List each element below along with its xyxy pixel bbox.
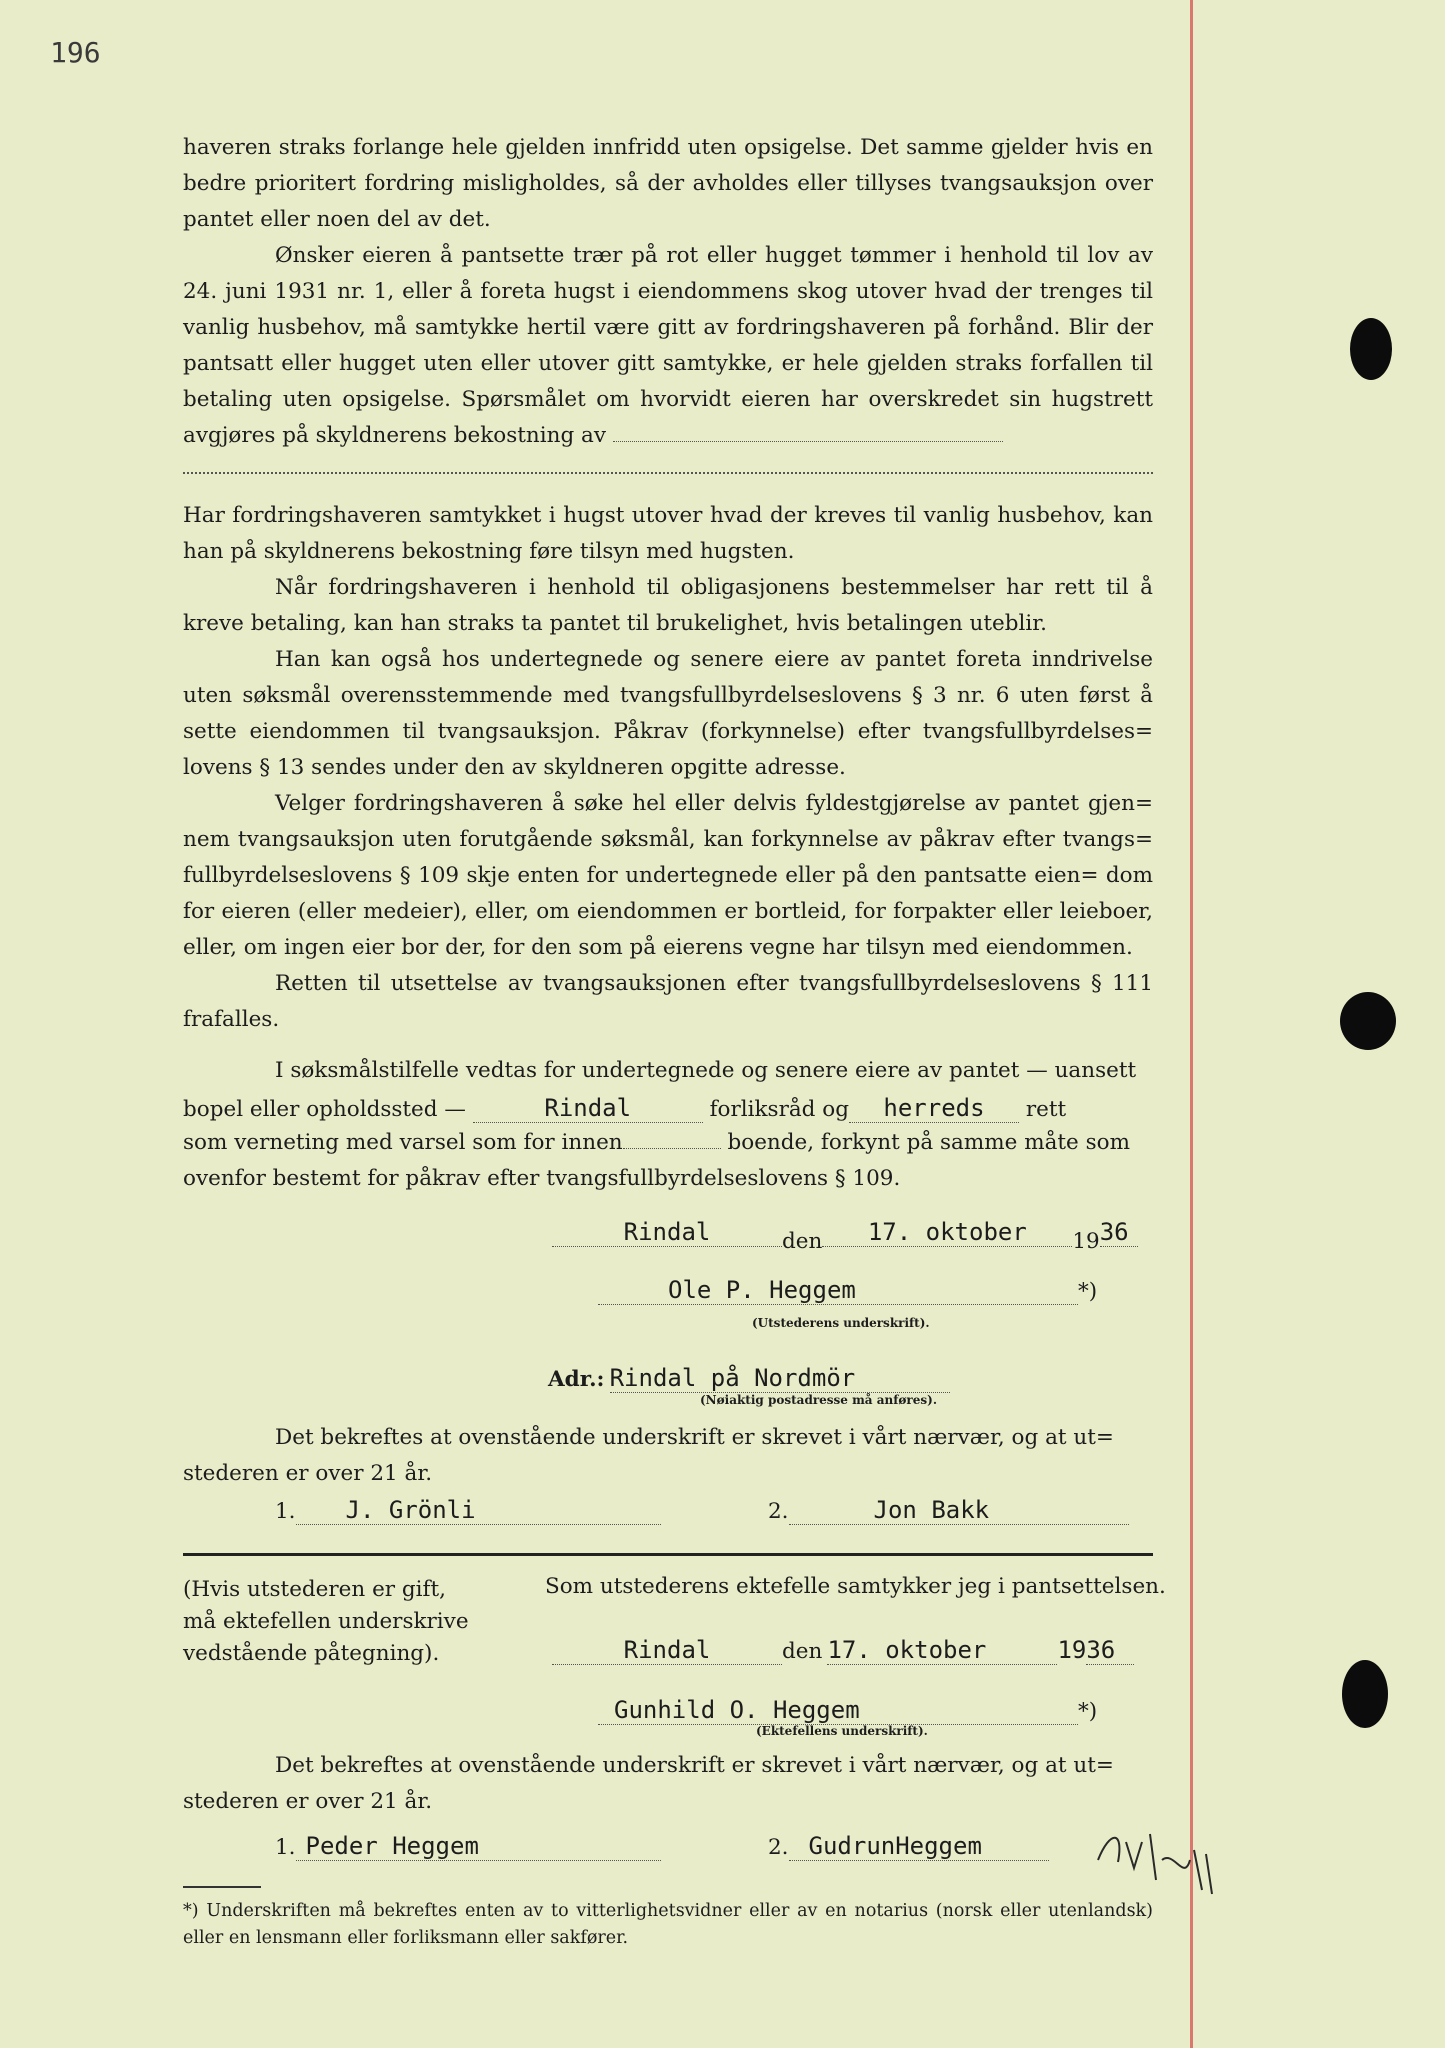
paragraph: Når fordringshaveren i henhold til obligasjonens bestemmelser har rett til å kreve betaling, kan han straks ta pantet til brukelighet, hvis betalingen uteblir. bbox=[183, 575, 1153, 636]
witness-signature: J. Grönli bbox=[296, 1496, 661, 1525]
venue-suffix: rett bbox=[1025, 1097, 1067, 1122]
year-suffix: 36 bbox=[1086, 1636, 1134, 1665]
spouse-date-line bbox=[552, 1636, 1134, 1665]
blank-line bbox=[623, 1148, 721, 1149]
witness-line bbox=[768, 1496, 1129, 1525]
paragraph: Velger fordringshaveren å søke hel eller delvis fyldestgjørelse av pantet gjen= nem tvangsauksjon uten forutgående søksmål, kan forkynnelse av påkrav efter tvangs= fullbyrdelseslovens § 109 skje enten for undertegnede eller på den pantsatte eien= dom for eieren (eller medeier), eller, om eiendommen er bortleid, for forpakter eller leieboer, eller, om ingen eier bor der, for den som på eierens vegne har tilsyn med eiendommen. bbox=[183, 791, 1153, 960]
section-divider bbox=[183, 1553, 1153, 1556]
witness-statement: Det bekreftes at ovenstående underskrift er skrevet i vårt nærvær, og at ut= stederen er over 21 år. bbox=[183, 1425, 1114, 1486]
paragraph: Retten til utsettelse av tvangsauksjonen efter tvangsfullbyrdelseslovens § 111 frafalles. bbox=[183, 971, 1153, 1032]
witness-statement: Det bekreftes at ovenstående underskrift er skrevet i vårt nærvær, og at ut= stederen er over 21 år. bbox=[183, 1753, 1114, 1814]
venue-line: ovenfor bestemt for påkrav efter tvangsfullbyrdelseslovens § 109. bbox=[183, 1166, 901, 1191]
witness-line bbox=[275, 1496, 661, 1525]
spouse-date: 17. oktober bbox=[827, 1636, 1057, 1665]
venue-mid: forliksråd og bbox=[709, 1097, 849, 1122]
signature-caption: (Ektefellens underskrift). bbox=[756, 1724, 928, 1738]
address-caption: (Nøiaktig postadresse må anføres). bbox=[700, 1393, 937, 1407]
issuer-date: 17. oktober bbox=[822, 1218, 1072, 1247]
year-suffix: 36 bbox=[1100, 1218, 1138, 1247]
footnote-mark: *) bbox=[1078, 1699, 1098, 1724]
paragraph bbox=[183, 238, 1153, 454]
witness-number: 1. bbox=[275, 1835, 296, 1860]
paragraph: haveren straks forlange hele gjelden innfridd uten opsigelse. Det samme gjelder hvis en bedre prioritert fordring misligholdes, så der avholdes eller tillyses tvangsauksjon over pantet eller noen del av det. bbox=[183, 135, 1153, 232]
blank-line bbox=[183, 454, 1153, 474]
den-label: den bbox=[782, 1639, 823, 1664]
handwritten-scribble bbox=[1090, 1820, 1240, 1900]
adr-label: Adr.: bbox=[548, 1367, 605, 1392]
paragraph: Han kan også hos undertegnede og senere eiere av pantet foreta inndrivelse uten søksmål overensstemmende med tvangsfullbyrdelseslovens § 3 nr. 6 uten først å sette eiendommen til tvangsauksjon. Påkrav (forkynnelse) efter tvangsfullbyrdelses= lovens § 13 sendes under den av skyldneren opgitte adresse. bbox=[183, 647, 1153, 780]
signature-caption: (Utstederens underskrift). bbox=[752, 1316, 930, 1330]
document-body bbox=[183, 130, 1153, 1038]
paragraph-text: Ønsker eieren å pantsette trær på rot eller hugget tømmer i henhold til lov av 24. juni 1931 nr. 1, eller å foreta hugst i eiendommens skog utover hvad der trenges til vanlig husbehov, må samtykke hertil være gitt av fordringshaveren på forhånd. Blir der pantsatt eller hugget uten eller utover gitt samtykke, er hele gjelden straks forfallen til betaling uten opsigelse. Spørsmålet om hvorvidt eieren har overskredet sin hugstrett avgjøres på skyldnerens bekostning av bbox=[183, 243, 1153, 448]
margin-line bbox=[1190, 0, 1193, 2048]
blank-line bbox=[613, 441, 1003, 442]
footnote-mark: *) bbox=[1078, 1279, 1098, 1304]
den-label: den bbox=[782, 1229, 823, 1254]
punch-hole bbox=[1350, 318, 1392, 380]
venue-text: boende, forkynt på samme måte som bbox=[727, 1130, 1130, 1155]
address-line bbox=[548, 1364, 950, 1393]
issuer-signature: Ole P. Heggem bbox=[598, 1276, 1078, 1305]
issuer-address: Rindal på Nordmör bbox=[610, 1364, 950, 1393]
punch-hole bbox=[1340, 992, 1396, 1050]
witness-number: 1. bbox=[275, 1499, 296, 1524]
venue-line bbox=[183, 1094, 1066, 1123]
spouse-note: (Hvis utstederen er gift, må ektefellen underskrive vedstående påtegning). bbox=[183, 1577, 469, 1666]
footnote-rule bbox=[183, 1886, 261, 1888]
issuer-signature-line bbox=[598, 1276, 1097, 1305]
witness-number: 2. bbox=[768, 1835, 789, 1860]
venue-prefix: bopel eller opholdssted — bbox=[183, 1097, 466, 1122]
year-prefix: 19 bbox=[1072, 1229, 1100, 1254]
venue-lead: I søksmålstilfelle vedtas for undertegnede og senere eiere av pantet — uansett bbox=[275, 1058, 1137, 1083]
venue-text: som verneting med varsel som for innen bbox=[183, 1130, 623, 1155]
spouse-consent: Som utstederens ektefelle samtykker jeg i pantsettelsen. bbox=[545, 1574, 1166, 1599]
footnote: *) Underskriften må bekreftes enten av to vitterlighetsvidner eller av en notarius (norsk eller utenlandsk) eller en lensmann eller forliksmann eller sakfører. bbox=[183, 1901, 1153, 1948]
witness-number: 2. bbox=[768, 1499, 789, 1524]
venue-line bbox=[183, 1130, 1130, 1155]
witness-line bbox=[275, 1832, 661, 1861]
spouse-signature: Gunhild O. Heggem bbox=[598, 1696, 1078, 1725]
paragraph: Har fordringshaveren samtykket i hugst utover hvad der kreves til vanlig husbehov, kan han på skyldnerens bekostning føre tilsyn med hugsten. bbox=[183, 503, 1153, 564]
spouse-signature-line bbox=[598, 1696, 1097, 1725]
venue-place: Rindal bbox=[473, 1094, 703, 1123]
issuer-place: Rindal bbox=[552, 1218, 782, 1247]
venue-court: herreds bbox=[849, 1094, 1019, 1123]
witness-signature: Peder Heggem bbox=[296, 1832, 661, 1861]
witness-signature: GudrunHeggem bbox=[789, 1832, 1049, 1861]
issuer-date-line bbox=[552, 1218, 1138, 1254]
page-number: 196 bbox=[50, 36, 101, 69]
punch-hole bbox=[1342, 1660, 1388, 1728]
witness-signature: Jon Bakk bbox=[789, 1496, 1129, 1525]
spouse-place: Rindal bbox=[552, 1636, 782, 1665]
witness-line bbox=[768, 1832, 1049, 1861]
year-prefix: 19 bbox=[1057, 1636, 1087, 1664]
